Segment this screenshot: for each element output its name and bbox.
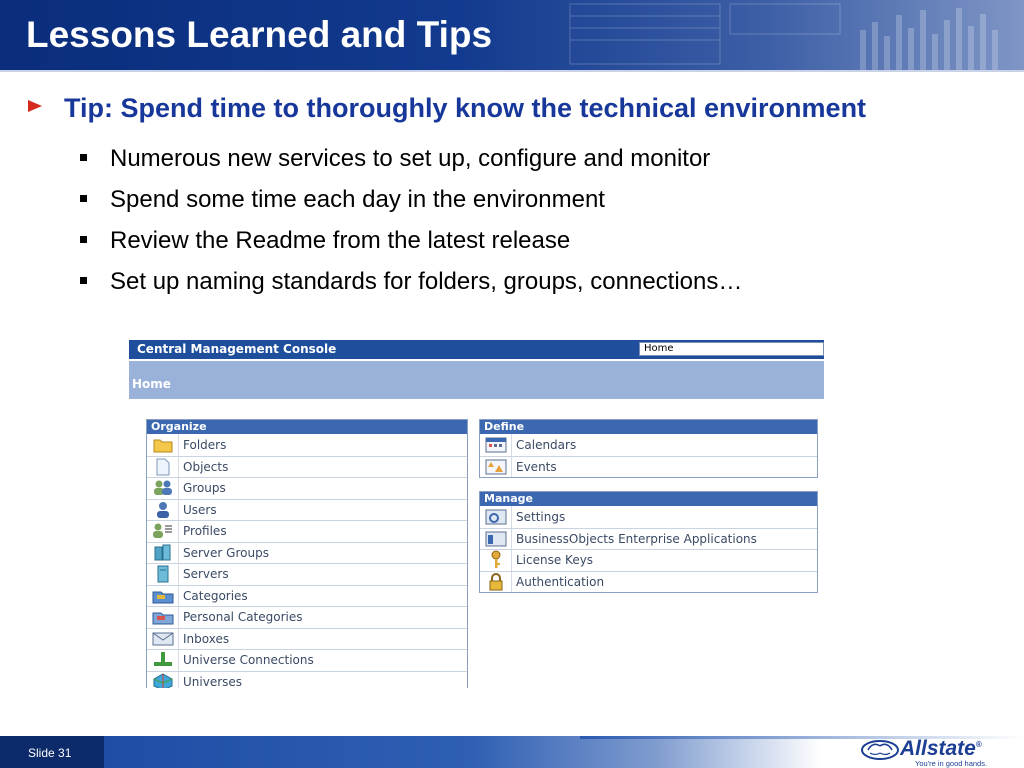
- tip-bullet: [28, 93, 866, 124]
- slide-number: Slide 31: [28, 746, 72, 760]
- link-personal-categories[interactable]: [147, 606, 467, 628]
- link-label: Objects: [183, 459, 229, 474]
- settings-icon: [480, 506, 512, 528]
- link-users[interactable]: [147, 499, 467, 521]
- key-icon: [480, 550, 512, 571]
- link-universe-connections[interactable]: [147, 649, 467, 671]
- page-heading: Home: [132, 377, 171, 391]
- sub-bullet-text: Spend some time each day in the environment: [110, 185, 605, 213]
- personal-categories-icon: [147, 607, 179, 628]
- link-license-keys[interactable]: [480, 549, 817, 571]
- define-heading: Define: [480, 420, 817, 434]
- link-label: Categories: [183, 588, 248, 603]
- sub-bullet-list: [80, 138, 742, 302]
- link-settings[interactable]: [480, 506, 817, 528]
- link-label: Personal Categories: [183, 610, 303, 625]
- link-label: Server Groups: [183, 545, 269, 560]
- define-list: [480, 434, 817, 477]
- lock-icon: [480, 572, 512, 593]
- link-label: Profiles: [183, 524, 227, 539]
- categories-icon: [147, 586, 179, 607]
- link-label: Universe Connections: [183, 653, 314, 668]
- brand-tagline: You're in good hands.: [915, 759, 988, 768]
- link-servers[interactable]: [147, 563, 467, 585]
- background-chart-graphic: [560, 0, 1024, 70]
- link-label: Folders: [183, 437, 227, 452]
- link-label: Events: [516, 459, 557, 474]
- link-categories[interactable]: [147, 585, 467, 607]
- sub-bullet: [80, 179, 742, 220]
- events-icon: [480, 457, 512, 478]
- title-bar: [0, 0, 1024, 70]
- link-label: Users: [183, 502, 217, 517]
- link-authentication[interactable]: [480, 571, 817, 593]
- manage-panel: [479, 491, 818, 593]
- link-label: Inboxes: [183, 631, 230, 646]
- square-bullet-icon: [80, 154, 87, 161]
- document-icon: [147, 457, 179, 478]
- sub-bullet: [80, 261, 742, 302]
- cmc-app-title: Central Management Console: [137, 342, 337, 356]
- link-label: BusinessObjects Enterprise Applications: [516, 531, 757, 546]
- title-divider: [0, 70, 1024, 72]
- link-server-groups[interactable]: [147, 542, 467, 564]
- link-groups[interactable]: [147, 477, 467, 499]
- link-folders[interactable]: [147, 434, 467, 456]
- tip-text: Tip: Spend time to thoroughly know the technical environment: [64, 93, 867, 123]
- link-profiles[interactable]: [147, 520, 467, 542]
- groups-icon: [147, 478, 179, 499]
- home-band: [129, 361, 824, 399]
- brand-name: [900, 737, 982, 761]
- cmc-screenshot: [129, 340, 824, 688]
- link-inboxes[interactable]: [147, 628, 467, 650]
- sub-bullet: [80, 220, 742, 261]
- allstate-logo: [860, 738, 1020, 768]
- profile-icon: [147, 521, 179, 542]
- link-label: Servers: [183, 567, 229, 582]
- link-label: Universes: [183, 674, 243, 688]
- link-universes[interactable]: [147, 671, 467, 689]
- link-label: Authentication: [516, 574, 605, 589]
- user-icon: [147, 500, 179, 521]
- brand-text: Allstate: [900, 737, 976, 760]
- square-bullet-icon: [80, 277, 87, 284]
- inbox-icon: [147, 629, 179, 650]
- folder-icon: [147, 434, 179, 456]
- registered-mark: ®: [975, 740, 982, 749]
- slide-title: Lessons Learned and Tips: [26, 14, 493, 55]
- link-boe-applications[interactable]: [480, 528, 817, 550]
- location-dropdown[interactable]: Home: [639, 342, 824, 356]
- link-label: Calendars: [516, 437, 577, 452]
- link-label: License Keys: [516, 553, 594, 568]
- manage-list: [480, 506, 817, 592]
- link-label: Settings: [516, 509, 566, 524]
- slide-number-box: [0, 736, 104, 768]
- server-group-icon: [147, 543, 179, 564]
- link-objects[interactable]: [147, 456, 467, 478]
- calendar-icon: [480, 434, 512, 456]
- link-events[interactable]: [480, 456, 817, 478]
- square-bullet-icon: [80, 195, 87, 202]
- link-calendars[interactable]: [480, 434, 817, 456]
- sub-bullet: [80, 138, 742, 179]
- manage-heading: Manage: [480, 492, 817, 506]
- organize-list: [147, 434, 467, 688]
- organize-heading: Organize: [147, 420, 467, 434]
- applications-icon: [480, 529, 512, 550]
- sub-bullet-text: Numerous new services to set up, configure and monitor: [110, 144, 711, 172]
- link-label: Groups: [183, 481, 226, 496]
- server-icon: [147, 564, 179, 585]
- universe-icon: [147, 672, 179, 689]
- organize-panel: [146, 419, 468, 688]
- sub-bullet-text: Review the Readme from the latest release: [110, 226, 571, 254]
- define-panel: [479, 419, 818, 478]
- good-hands-icon: [860, 738, 900, 760]
- connection-icon: [147, 650, 179, 671]
- cmc-header-bar: [129, 340, 824, 359]
- bullet-arrow-icon: [28, 100, 42, 112]
- sub-bullet-text: Set up naming standards for folders, groups, connections…: [110, 267, 743, 295]
- square-bullet-icon: [80, 236, 87, 243]
